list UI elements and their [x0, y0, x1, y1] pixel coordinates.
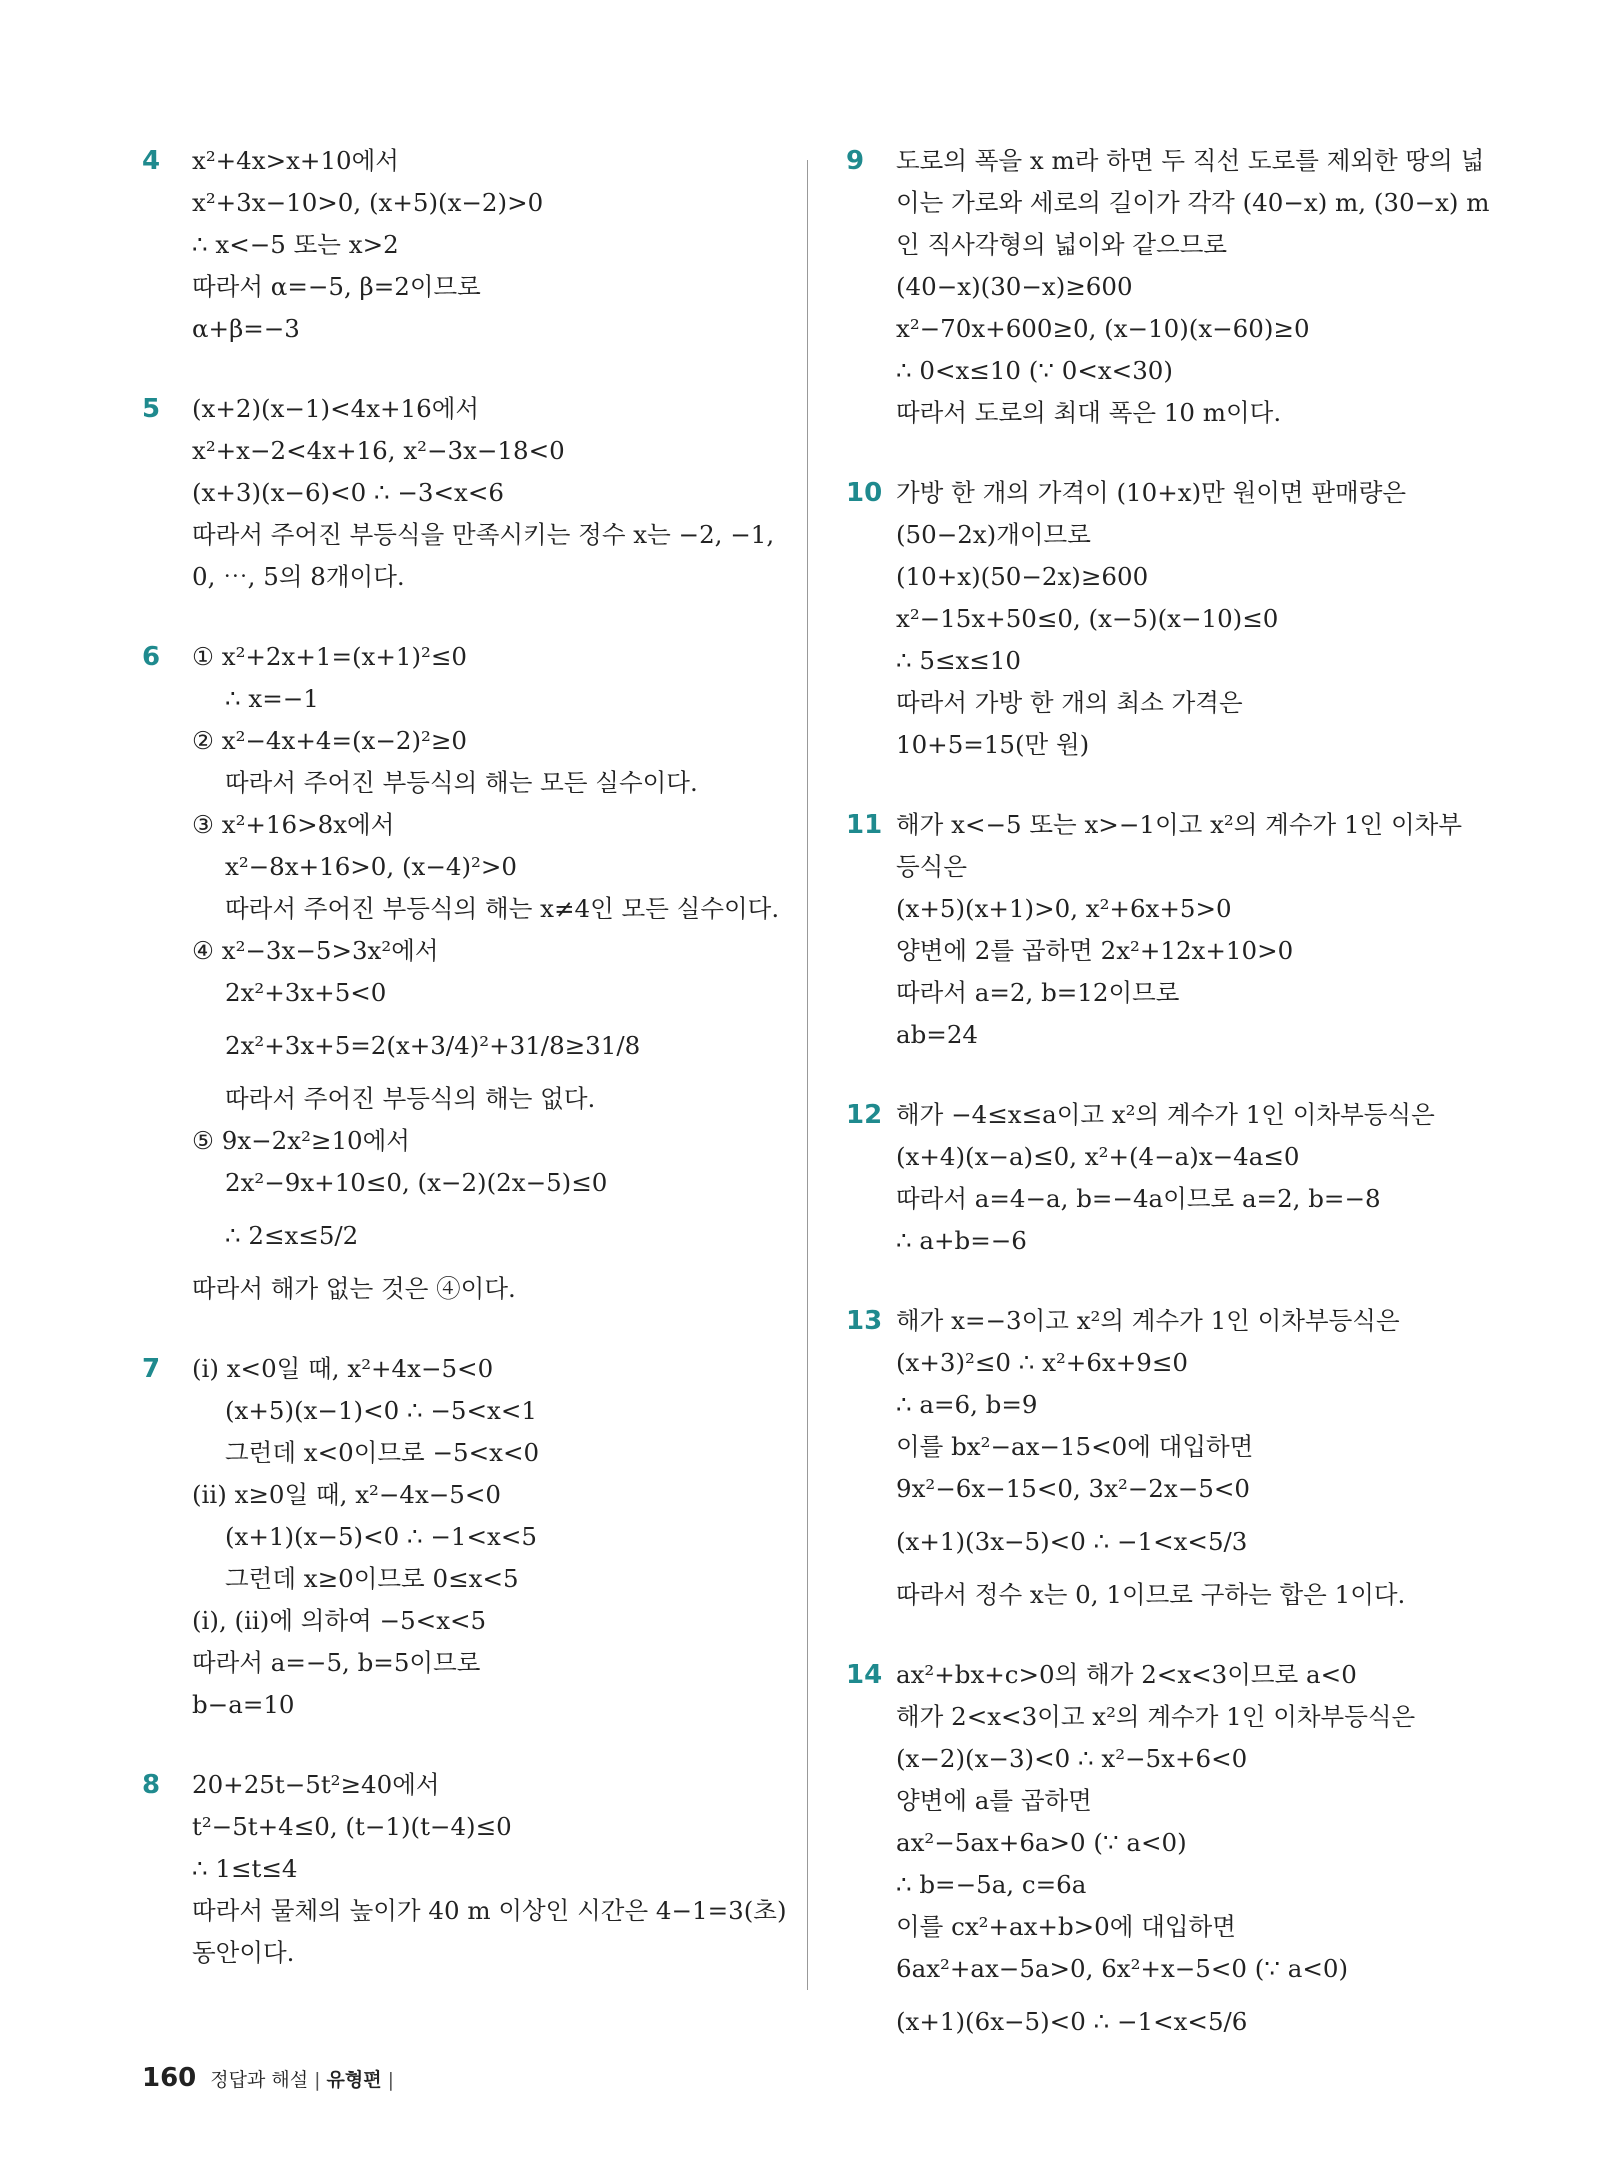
solution-line: 따라서 주어진 부등식을 만족시키는 정수 x는 −2, −1,	[192, 520, 775, 549]
solution-block	[846, 140, 1490, 434]
solution-line: ∴ x=−1	[225, 684, 319, 713]
solution-line: (50−2x)개이므로	[896, 520, 1091, 549]
solution-line: (i), (ii)에 의하여 −5<x<5	[192, 1606, 487, 1635]
solution-line: 따라서 주어진 부등식의 해는 없다.	[225, 1084, 596, 1113]
solution-line: (40−x)(30−x)≥600	[896, 272, 1133, 301]
solution-line: 해가 x<−5 또는 x>−1이고 x²의 계수가 1인 이차부	[896, 810, 1463, 839]
solution-line: 따라서 a=2, b=12이므로	[896, 978, 1180, 1007]
solution-line: 가방 한 개의 가격이 (10+x)만 원이면 판매량은	[896, 478, 1407, 507]
solution-line: 이는 가로와 세로의 길이가 각각 (40−x) m, (30−x) m	[896, 188, 1490, 217]
problem-gap	[846, 766, 1486, 804]
solution-line: 2x²+3x+5=2(x+3/4)²+31/8≥31/8	[225, 1031, 641, 1060]
solution-line: 2x²−9x+10≤0, (x−2)(2x−5)≤0	[225, 1168, 608, 1197]
solution-line: x²−70x+600≥0, (x−10)(x−60)≥0	[896, 314, 1310, 343]
solution-line: (i) x<0일 때, x²+4x−5<0	[192, 1354, 494, 1383]
solution-block	[142, 140, 782, 350]
solution-line: (x+2)(x−1)<4x+16에서	[192, 394, 480, 423]
solution-line: 따라서 물체의 높이가 40 m 이상인 시간은 4−1=3(초)	[192, 1896, 787, 1925]
solution-line: 0, ⋯, 5의 8개이다.	[192, 562, 405, 591]
solution-line: x²−15x+50≤0, (x−5)(x−10)≤0	[896, 604, 1279, 633]
solution-block	[846, 1094, 1486, 1262]
solution-line: 따라서 주어진 부등식의 해는 x≠4인 모든 실수이다.	[225, 894, 780, 923]
solution-line: 9x²−6x−15<0, 3x²−2x−5<0	[896, 1474, 1250, 1503]
solution-line: (x+4)(x−a)≤0, x²+(4−a)x−4a≤0	[896, 1142, 1300, 1171]
solution-line: α+β=−3	[192, 314, 300, 343]
problem-number: 10	[846, 478, 883, 508]
solution-line: 인 직사각형의 넓이와 같으므로	[896, 230, 1228, 259]
solution-line: t²−5t+4≤0, (t−1)(t−4)≤0	[192, 1812, 512, 1841]
section-label: 유형편	[326, 2069, 382, 2091]
footer-separator: |	[314, 2069, 321, 2091]
solution-line: ab=24	[896, 1020, 978, 1049]
solution-block	[142, 636, 782, 1310]
problem-number: 5	[142, 394, 161, 424]
page-number: 160	[142, 2063, 197, 2093]
solution-line: 따라서 a=−5, b=5이므로	[192, 1648, 481, 1677]
solution-line: (10+x)(50−2x)≥600	[896, 562, 1149, 591]
problem-number: 12	[846, 1100, 883, 1130]
problem-gap	[846, 1056, 1486, 1094]
solution-line: 해가 −4≤x≤a이고 x²의 계수가 1인 이차부등식은	[896, 1100, 1435, 1129]
solution-line: (x+5)(x−1)<0 ∴ −5<x<1	[225, 1396, 537, 1425]
problem-number: 4	[142, 146, 161, 176]
solution-line: 10+5=15(만 원)	[896, 730, 1090, 759]
right-column	[846, 140, 1490, 2054]
solution-line: 따라서 해가 없는 것은 ④이다.	[192, 1274, 516, 1303]
solution-line: ax²+bx+c>0의 해가 2<x<3이므로 a<0	[896, 1660, 1357, 1689]
solution-line: 20+25t−5t²≥40에서	[192, 1770, 440, 1799]
solution-line: 따라서 주어진 부등식의 해는 모든 실수이다.	[225, 768, 698, 797]
solution-line: 이를 bx²−ax−15<0에 대입하면	[896, 1432, 1254, 1461]
solution-line: 해가 x=−3이고 x²의 계수가 1인 이차부등식은	[896, 1306, 1400, 1335]
problem-number: 11	[846, 810, 883, 840]
solution-block	[142, 388, 782, 598]
solution-line: b−a=10	[192, 1690, 295, 1719]
solution-line: ax²−5ax+6a>0 (∵ a<0)	[896, 1828, 1187, 1857]
solution-block	[846, 1300, 1486, 1616]
solution-line: 따라서 α=−5, β=2이므로	[192, 272, 481, 301]
solution-block	[846, 804, 1486, 1056]
problem-number: 14	[846, 1660, 883, 1690]
solution-line: 동안이다.	[192, 1938, 295, 1967]
book-label: 정답과 해설	[210, 2069, 309, 2091]
problem-number: 8	[142, 1770, 161, 1800]
solution-line: ∴ 2≤x≤5/2	[225, 1221, 359, 1250]
solution-line: ② x²−4x+4=(x−2)²≥0	[192, 726, 467, 755]
problem-gap	[142, 350, 782, 388]
solution-line: (x+5)(x+1)>0, x²+6x+5>0	[896, 894, 1232, 923]
problem-number: 6	[142, 642, 161, 672]
solution-line: ∴ 0<x≤10 (∵ 0<x<30)	[896, 356, 1173, 385]
solution-block	[846, 1654, 1486, 2054]
problem-number: 9	[846, 146, 865, 176]
solution-line: (x+3)(x−6)<0 ∴ −3<x<6	[192, 478, 504, 507]
solution-line: 양변에 2를 곱하면 2x²+12x+10>0	[896, 936, 1294, 965]
solution-line: 이를 cx²+ax+b>0에 대입하면	[896, 1912, 1236, 1941]
solution-line: ③ x²+16>8x에서	[192, 810, 395, 839]
page-footer	[142, 2058, 400, 2098]
solution-line: ∴ 1≤t≤4	[192, 1854, 298, 1883]
solution-line: (x+1)(3x−5)<0 ∴ −1<x<5/3	[896, 1527, 1248, 1556]
solution-line: 따라서 정수 x는 0, 1이므로 구하는 합은 1이다.	[896, 1580, 1406, 1609]
solution-line: ④ x²−3x−5>3x²에서	[192, 936, 439, 965]
solution-line: 양변에 a를 곱하면	[896, 1786, 1092, 1815]
solution-line: ① x²+2x+1=(x+1)²≤0	[192, 642, 467, 671]
solution-line: 따라서 a=4−a, b=−4a이므로 a=2, b=−8	[896, 1184, 1381, 1213]
footer-separator: |	[387, 2069, 394, 2091]
solution-block	[142, 1348, 782, 1726]
solution-line: ∴ a=6, b=9	[896, 1390, 1038, 1419]
solution-line: 따라서 가방 한 개의 최소 가격은	[896, 688, 1243, 717]
solution-line: 해가 2<x<3이고 x²의 계수가 1인 이차부등식은	[896, 1702, 1416, 1731]
problem-gap	[846, 1262, 1486, 1300]
solution-line: ∴ x<−5 또는 x>2	[192, 230, 399, 259]
column-divider	[807, 160, 808, 1990]
problem-gap	[142, 1310, 782, 1348]
solution-line: (x+3)²≤0 ∴ x²+6x+9≤0	[896, 1348, 1188, 1377]
left-column	[142, 140, 787, 1974]
solution-line: (x+1)(x−5)<0 ∴ −1<x<5	[225, 1522, 537, 1551]
solution-block	[142, 1764, 787, 1974]
solution-line: ⑤ 9x−2x²≥10에서	[192, 1126, 410, 1155]
solution-line: (x+1)(6x−5)<0 ∴ −1<x<5/6	[896, 2007, 1248, 2036]
solution-line: 그런데 x<0이므로 −5<x<0	[225, 1438, 540, 1467]
solution-block	[846, 472, 1486, 766]
solution-line: (x−2)(x−3)<0 ∴ x²−5x+6<0	[896, 1744, 1248, 1773]
solution-line: ∴ a+b=−6	[896, 1226, 1027, 1255]
solution-line: x²+4x>x+10에서	[192, 146, 399, 175]
solution-line: 6ax²+ax−5a>0, 6x²+x−5<0 (∵ a<0)	[896, 1954, 1349, 1983]
problem-number: 7	[142, 1354, 161, 1384]
solution-line: 그런데 x≥0이므로 0≤x<5	[225, 1564, 519, 1593]
solution-line: 따라서 도로의 최대 폭은 10 m이다.	[896, 398, 1282, 427]
problem-gap	[142, 598, 782, 636]
problem-gap	[846, 434, 1486, 472]
solution-line: 등식은	[896, 852, 968, 881]
solution-line: 도로의 폭을 x m라 하면 두 직선 도로를 제외한 땅의 넓	[896, 146, 1485, 175]
solution-line: x²+x−2<4x+16, x²−3x−18<0	[192, 436, 565, 465]
solution-line: (ii) x≥0일 때, x²−4x−5<0	[192, 1480, 502, 1509]
problem-number: 13	[846, 1306, 883, 1336]
solution-line: ∴ 5≤x≤10	[896, 646, 1022, 675]
problem-gap	[142, 1726, 782, 1764]
solution-line: 2x²+3x+5<0	[225, 978, 387, 1007]
problem-gap	[846, 1616, 1486, 1654]
solution-line: x²−8x+16>0, (x−4)²>0	[225, 852, 517, 881]
solution-line: ∴ b=−5a, c=6a	[896, 1870, 1087, 1899]
solution-line: x²+3x−10>0, (x+5)(x−2)>0	[192, 188, 544, 217]
